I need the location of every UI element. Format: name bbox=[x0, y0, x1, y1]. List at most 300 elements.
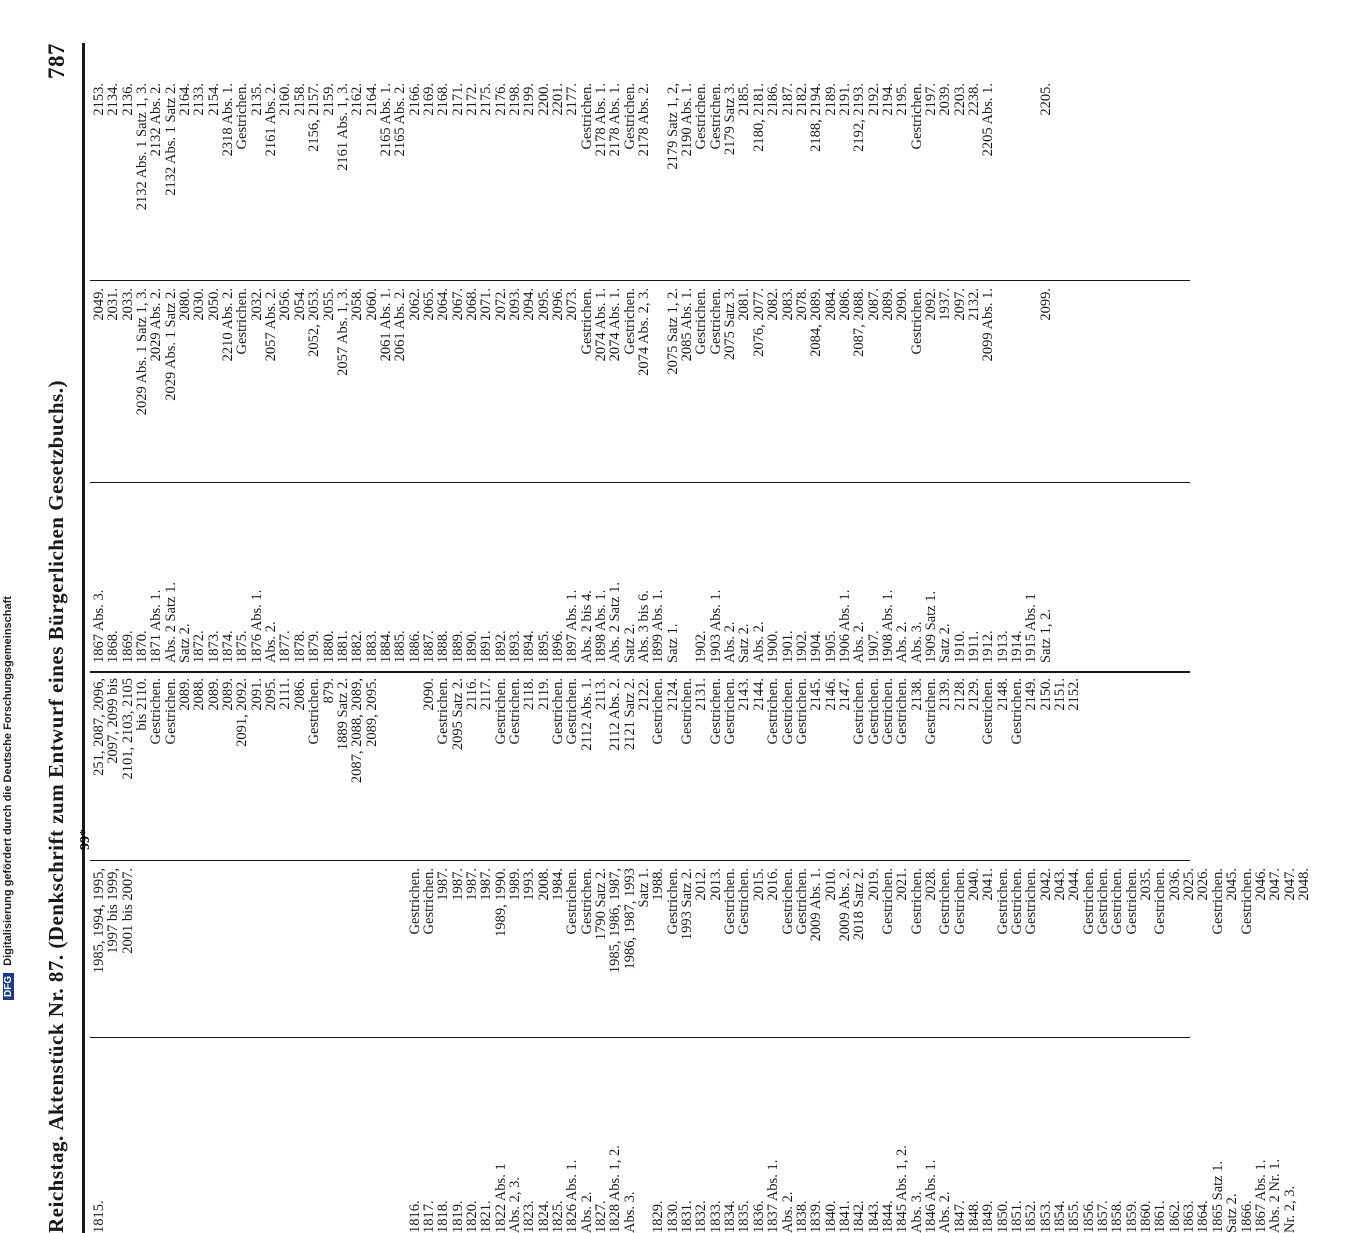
table-cell: 1911. bbox=[965, 630, 982, 663]
table-cell: 1887. bbox=[420, 630, 437, 663]
table-cell: bis 2110. bbox=[134, 678, 151, 731]
table-cell bbox=[121, 1043, 135, 1233]
table-cell bbox=[1010, 83, 1024, 273]
table-cell: 2087, 2088, 2089, bbox=[349, 678, 366, 784]
table-cell: 2171. bbox=[449, 83, 466, 116]
table-cell bbox=[680, 488, 694, 663]
table-cell: Abs. 3. bbox=[908, 621, 925, 663]
table-cell: 2112 Abs. 1. bbox=[578, 678, 595, 751]
table-cell: 1863. bbox=[1181, 1200, 1198, 1233]
table-cell: 1997 bis 1999, bbox=[105, 868, 122, 954]
table-cell: 2028. bbox=[922, 868, 939, 901]
table-cell: 2176. bbox=[492, 83, 509, 116]
table-cell: 2097, 2099 bis bbox=[105, 678, 122, 764]
table-cell: 2169. bbox=[420, 83, 437, 116]
table-cell: 1867 Abs. 3. bbox=[91, 589, 107, 663]
table-cell: Abs. 2, 3. bbox=[506, 1177, 523, 1233]
table-cell: 2124. bbox=[664, 678, 681, 711]
table-cell: 1891. bbox=[478, 630, 495, 663]
table-cell bbox=[135, 868, 149, 1033]
table-cell: 2074 Abs. 1. bbox=[607, 288, 624, 362]
table-cell: 2116. bbox=[463, 678, 480, 711]
table-cell: Gestrichen. bbox=[306, 678, 323, 745]
table-cell: 2025. bbox=[1181, 868, 1198, 901]
table-cell: 2161 Abs. 1, 3. bbox=[334, 83, 351, 171]
table-cell: 2145. bbox=[808, 678, 825, 711]
table-cell bbox=[1024, 83, 1038, 273]
table-cell: 2030. bbox=[191, 288, 208, 321]
table-cell: Gestrichen. bbox=[779, 868, 796, 935]
table-cell: 2091, 2092. bbox=[234, 678, 251, 747]
table-cell: 2138. bbox=[908, 678, 925, 711]
table-cell: 2067. bbox=[449, 288, 466, 321]
table-cell bbox=[365, 1043, 379, 1233]
table-cell bbox=[192, 868, 206, 1033]
table-cell: 2019. bbox=[865, 868, 882, 901]
table-cell: 2096. bbox=[550, 288, 566, 321]
table-cell: 2054. bbox=[291, 288, 308, 321]
table-cell: 1866. bbox=[1238, 1200, 1255, 1233]
table-cell: 1835. bbox=[736, 1200, 753, 1233]
table-cell: 1987. bbox=[449, 868, 466, 901]
column-6 bbox=[92, 83, 1187, 273]
table-cell: Abs. 2. bbox=[578, 1191, 595, 1233]
table-cell: Gestrichen. bbox=[1123, 868, 1140, 935]
table-cell: 2084, 2089. bbox=[808, 288, 825, 357]
table-cell: Gestrichen. bbox=[550, 678, 566, 745]
table-cell: 2198. bbox=[506, 83, 523, 116]
table-cell bbox=[651, 83, 665, 273]
table-cell: Satz 2. bbox=[621, 623, 638, 663]
table-cell: Gestrichen. bbox=[578, 288, 595, 355]
table-cell: 2078. bbox=[793, 288, 810, 321]
table-cell: 2065. bbox=[420, 288, 437, 321]
table-cell: 2118. bbox=[521, 678, 538, 711]
table-cell: Gestrichen. bbox=[162, 678, 179, 745]
table-cell: 1873. bbox=[205, 630, 222, 663]
table-cell: 2160. bbox=[277, 83, 294, 116]
page-number: 787 bbox=[44, 43, 69, 79]
table-cell: Abs. 2 Nr. 1. bbox=[1267, 1158, 1284, 1233]
table-cell: 1823. bbox=[521, 1200, 538, 1233]
table-cell: 2048. bbox=[1295, 868, 1312, 901]
table-cell: 1914. bbox=[1009, 630, 1025, 663]
table-cell: 2192, 2193. bbox=[851, 83, 868, 152]
table-cell: 2192. bbox=[865, 83, 882, 116]
table-cell: 2179 Satz 1, 2, bbox=[664, 83, 681, 170]
table-cell bbox=[1010, 288, 1024, 478]
table-cell bbox=[221, 1043, 235, 1233]
table-cell: 1861. bbox=[1152, 1200, 1169, 1233]
table-cell: 1845 Abs. 1, 2. bbox=[894, 1145, 911, 1233]
table-cell bbox=[393, 678, 407, 853]
table-cell: 2035. bbox=[1138, 868, 1155, 901]
table-cell: 2061 Abs. 1. bbox=[377, 288, 394, 362]
table-cell bbox=[379, 868, 393, 1033]
table-cell: 1853. bbox=[1037, 1200, 1054, 1233]
table-cell bbox=[235, 1043, 249, 1233]
table-cell: 1832. bbox=[693, 1200, 710, 1233]
table-cell bbox=[336, 1043, 350, 1233]
table-cell: 1867 Abs. 1. bbox=[1252, 1159, 1269, 1233]
table-cell: 2175. bbox=[478, 83, 495, 116]
table-cell: 1836. bbox=[750, 1200, 767, 1233]
table-cell: Gestrichen. bbox=[492, 678, 509, 745]
table-cell: 1847. bbox=[951, 1200, 968, 1233]
table-cell: 2021. bbox=[894, 868, 911, 901]
table-cell: Gestrichen. bbox=[1152, 868, 1169, 935]
table-cell: 2132 Abs. 2. bbox=[148, 83, 165, 157]
table-cell: 1993. bbox=[521, 868, 538, 901]
table-cell: 2185. bbox=[736, 83, 753, 116]
table-cell: Abs. 3. bbox=[621, 1191, 638, 1233]
table-cell: 2149. bbox=[1023, 678, 1040, 711]
table-cell: Gestrichen. bbox=[793, 678, 810, 745]
table-cell: 2165 Abs. 2. bbox=[392, 83, 409, 157]
column-4 bbox=[92, 488, 1187, 663]
table-cell: 2044. bbox=[1066, 868, 1083, 901]
table-cell: 1888. bbox=[435, 630, 452, 663]
table-cell: 2119. bbox=[535, 678, 552, 711]
table-cell: 1894. bbox=[521, 630, 538, 663]
table-cell: 2178 Abs. 1. bbox=[607, 83, 624, 157]
table-cell: Gestrichen. bbox=[148, 678, 165, 745]
table-cell: 1831. bbox=[679, 1200, 696, 1233]
table-cell: 1821. bbox=[478, 1200, 495, 1233]
table-cell: 2090. bbox=[420, 678, 437, 711]
table-cell: 2099. bbox=[1037, 288, 1054, 321]
table-cell: 1870. bbox=[134, 630, 151, 663]
dfg-logo: DFG bbox=[3, 973, 14, 1000]
table-cell: Satz 2. bbox=[177, 623, 194, 663]
table-cell bbox=[264, 868, 278, 1033]
table-cell: 1842. bbox=[851, 1200, 868, 1233]
table-cell: Gestrichen. bbox=[865, 678, 882, 745]
table-cell bbox=[365, 868, 379, 1033]
table-cell: 1827. bbox=[593, 1200, 610, 1233]
table-cell: 2042. bbox=[1037, 868, 1054, 901]
table-cell: 1905. bbox=[822, 630, 839, 663]
table-cell: 1912. bbox=[980, 630, 997, 663]
table-cell: 1984. bbox=[550, 868, 566, 901]
table-cell bbox=[207, 1043, 221, 1233]
table-cell: 2133. bbox=[191, 83, 208, 116]
table-cell: 1879. bbox=[306, 630, 323, 663]
header-rule bbox=[82, 43, 85, 1233]
table-cell: Abs. 2. bbox=[722, 621, 739, 663]
table-cell: 2168. bbox=[435, 83, 452, 116]
table-cell: 2151. bbox=[1052, 678, 1069, 711]
table-cell: 2178 Abs. 2. bbox=[636, 83, 653, 157]
header-title: Reichstag. Aktenstück Nr. 87. (Denkschrift zum Entwurf eines Bürgerlichen Gesetzbuchs.) bbox=[44, 380, 68, 1233]
table-cell bbox=[164, 1043, 178, 1233]
table-cell bbox=[264, 1043, 278, 1233]
table-cell: 1880. bbox=[320, 630, 337, 663]
table-cell: 1818. bbox=[435, 1200, 452, 1233]
table-cell: 2089. bbox=[220, 678, 237, 711]
table-cell: 2057 Abs. 2. bbox=[263, 288, 280, 362]
table-cell bbox=[996, 83, 1010, 273]
table-cell: 2165 Abs. 1. bbox=[377, 83, 394, 157]
table-cell bbox=[393, 1043, 407, 1233]
table-cell: 1826 Abs. 1. bbox=[564, 1159, 581, 1233]
table-cell: Gestrichen. bbox=[1238, 868, 1255, 935]
table-cell: 2179 Satz 3. bbox=[722, 83, 739, 156]
table-cell: 1846 Abs. 1. bbox=[922, 1159, 939, 1233]
table-cell: Gestrichen. bbox=[621, 288, 638, 355]
table-cell: 1892. bbox=[492, 630, 509, 663]
table-cell: 1885. bbox=[392, 630, 409, 663]
table-cell bbox=[106, 1043, 120, 1233]
table-cell: Nr. 2, 3. bbox=[1281, 1185, 1298, 1233]
table-cell: Gestrichen. bbox=[765, 678, 782, 745]
table-cell: 2026. bbox=[1195, 868, 1212, 901]
table-cell: 2073. bbox=[564, 288, 581, 321]
table-cell: 1893. bbox=[506, 630, 523, 663]
page-header bbox=[40, 43, 74, 1233]
table-cell: 1869. bbox=[119, 630, 136, 663]
table-cell: 2090. bbox=[894, 288, 911, 321]
table-cell: Gestrichen. bbox=[779, 678, 796, 745]
rotated-page-content bbox=[40, 43, 1312, 1233]
table-cell: 2071. bbox=[478, 288, 495, 321]
table-cell: 2015. bbox=[750, 868, 767, 901]
table-cell: Gestrichen. bbox=[621, 83, 638, 150]
table-cell: Gestrichen. bbox=[1009, 868, 1025, 935]
table-cell: 2095 Satz 2. bbox=[449, 678, 466, 751]
table-cell: Gestrichen. bbox=[234, 288, 251, 355]
table-cell: 1987. bbox=[463, 868, 480, 901]
table-cell: 2089. bbox=[205, 678, 222, 711]
table-cell bbox=[322, 1043, 336, 1233]
table-cell: Gestrichen. bbox=[564, 678, 581, 745]
table-cell: 2159. bbox=[320, 83, 337, 116]
table-cell: 1857. bbox=[1095, 1200, 1112, 1233]
table-cell: Gestrichen. bbox=[908, 83, 925, 150]
table-cell: Abs. 3. bbox=[908, 1191, 925, 1233]
table-cell: 2189. bbox=[822, 83, 839, 116]
table-cell: 1915 Abs. 1 bbox=[1023, 593, 1040, 663]
table-cell: 2055. bbox=[320, 288, 337, 321]
column-divider bbox=[90, 1037, 1190, 1038]
table-cell: 1890. bbox=[463, 630, 480, 663]
table-cell: 2122. bbox=[636, 678, 653, 711]
table-cell: 2180, 2181. bbox=[750, 83, 767, 152]
table-cell: 1986, 1987, 1993 bbox=[621, 868, 638, 970]
table-cell: 2172. bbox=[463, 83, 480, 116]
table-cell: 2135. bbox=[248, 83, 265, 116]
table-cell bbox=[379, 1043, 393, 1233]
table-cell: 1850. bbox=[994, 1200, 1011, 1233]
table-cell bbox=[350, 1043, 364, 1233]
table-cell: 2060. bbox=[363, 288, 380, 321]
table-cell: 2095. bbox=[535, 288, 552, 321]
table-cell: 2016. bbox=[765, 868, 782, 901]
table-cell bbox=[393, 868, 407, 1033]
table-cell: Abs. 2. bbox=[750, 621, 767, 663]
table-cell: 2117. bbox=[478, 678, 495, 711]
table-cell: 2148. bbox=[994, 678, 1011, 711]
column-divider bbox=[90, 482, 1190, 483]
table-cell: 2154. bbox=[205, 83, 222, 116]
table-cell: 1985, 1986, 1987, bbox=[607, 868, 624, 974]
table-cell: 2164. bbox=[363, 83, 380, 116]
table-cell bbox=[235, 868, 249, 1033]
table-cell: Gestrichen. bbox=[707, 83, 724, 150]
table-cell: 2161 Abs. 2. bbox=[263, 83, 280, 157]
table-cell: 1872. bbox=[191, 630, 208, 663]
table-cell: 1871 Abs. 1. bbox=[148, 589, 165, 663]
table-cell: 2010. bbox=[822, 868, 839, 901]
table-cell: 2049. bbox=[91, 288, 107, 321]
table-cell: 2089. bbox=[879, 288, 896, 321]
table-cell: 1909 Satz 1. bbox=[922, 590, 939, 663]
table-cell: 1825. bbox=[550, 1200, 566, 1233]
table-cell: 2200. bbox=[535, 83, 552, 116]
table-cell: Gestrichen. bbox=[980, 678, 997, 745]
table-cell: 2032. bbox=[248, 288, 265, 321]
table-cell: 2075 Satz 1, 2. bbox=[664, 288, 681, 375]
table-cell: 2087, 2088. bbox=[851, 288, 868, 357]
table-cell: Gestrichen. bbox=[693, 83, 710, 150]
table-cell: 2112 Abs. 2. bbox=[607, 678, 624, 751]
table-cell: 2043. bbox=[1052, 868, 1069, 901]
column-divider bbox=[90, 671, 1190, 673]
table-cell: 1902. bbox=[793, 630, 810, 663]
table-cell: Gestrichen. bbox=[937, 868, 954, 935]
table-cell bbox=[278, 868, 292, 1033]
table-cell bbox=[250, 868, 264, 1033]
table-cell: 2086. bbox=[291, 678, 308, 711]
table-cell: 1856. bbox=[1080, 1200, 1097, 1233]
table-cell: 1878. bbox=[291, 630, 308, 663]
table-cell bbox=[637, 1043, 651, 1233]
table-cell: 2089. bbox=[177, 678, 194, 711]
table-cell: 2047. bbox=[1281, 868, 1298, 901]
table-cell: 1899 Abs. 1. bbox=[650, 589, 667, 663]
table-cell: 1989, 1990. bbox=[492, 868, 509, 937]
table-cell: Gestrichen. bbox=[894, 678, 911, 745]
table-cell: 2132. bbox=[965, 288, 982, 321]
table-cell: 1841. bbox=[836, 1200, 853, 1233]
table-cell: 1875. bbox=[234, 630, 251, 663]
table-cell: 2150. bbox=[1037, 678, 1054, 711]
table-cell: Gestrichen. bbox=[506, 678, 523, 745]
table-cell: 1908 Abs. 1. bbox=[879, 589, 896, 663]
table-cell: 2092. bbox=[922, 288, 939, 321]
table-cell: 1881. bbox=[334, 630, 351, 663]
table-cell: 2095. bbox=[263, 678, 280, 711]
table-cell: 2056. bbox=[277, 288, 294, 321]
table-cell: 1829. bbox=[650, 1200, 667, 1233]
table-cell: 2199. bbox=[521, 83, 538, 116]
table-cell: 1987. bbox=[435, 868, 452, 901]
table-cell: 2318 Abs. 1. bbox=[220, 83, 237, 157]
table-cell: 1819. bbox=[449, 1200, 466, 1233]
table-cell: 2139. bbox=[937, 678, 954, 711]
table-cell: 2029 Abs. 1 Satz 1, 3. bbox=[134, 288, 151, 416]
table-cell: 2052, 2053. bbox=[306, 288, 323, 357]
table-cell: 1907. bbox=[865, 630, 882, 663]
column-divider bbox=[90, 280, 1190, 281]
table-cell: 1868. bbox=[105, 630, 122, 663]
table-cell: 1987. bbox=[478, 868, 495, 901]
table-cell: 1985, 1994, 1995, bbox=[91, 868, 107, 974]
table-cell: 2036. bbox=[1166, 868, 1183, 901]
table-cell: 2076, 2077. bbox=[750, 288, 767, 357]
table-cell: 2089, 2095. bbox=[363, 678, 380, 747]
column-3 bbox=[92, 678, 1187, 853]
table-cell: 2040. bbox=[965, 868, 982, 901]
table-cell: Abs. 2. bbox=[937, 1191, 954, 1233]
table-cell: Satz 1. bbox=[664, 623, 681, 663]
table-cell: 1858. bbox=[1109, 1200, 1126, 1233]
table-cell: 2093. bbox=[506, 288, 523, 321]
table-cell: 2057 Abs. 1, 3. bbox=[334, 288, 351, 376]
table-cell: 2074 Abs. 2, 3. bbox=[636, 288, 653, 376]
table-cell: Gestrichen. bbox=[908, 288, 925, 355]
table-cell: 2203. bbox=[951, 83, 968, 116]
table-cell: 1895. bbox=[535, 630, 552, 663]
table-cell: 2177. bbox=[564, 83, 581, 116]
table-cell: 1988. bbox=[650, 868, 667, 901]
table-cell bbox=[307, 868, 321, 1033]
table-cell: 1839. bbox=[808, 1200, 825, 1233]
table-cell: Gestrichen. bbox=[879, 868, 896, 935]
table-cell: 1854. bbox=[1052, 1200, 1069, 1233]
table-cell: 2083. bbox=[779, 288, 796, 321]
table-cell: 2091. bbox=[248, 678, 265, 711]
table-cell: 2094. bbox=[521, 288, 538, 321]
table-cell: 1852. bbox=[1023, 1200, 1040, 1233]
table-cell: 1898 Abs. 1. bbox=[593, 589, 610, 663]
table-cell: 2050. bbox=[205, 288, 222, 321]
table-cell: 2029 Abs. 1 Satz 2. bbox=[162, 288, 179, 401]
table-cell: Abs. 2. bbox=[263, 621, 280, 663]
table-cell: 2061 Abs. 2. bbox=[392, 288, 409, 362]
table-cell: 1849. bbox=[980, 1200, 997, 1233]
table-cell: 1993 Satz 2. bbox=[679, 868, 696, 941]
table-cell bbox=[149, 1043, 163, 1233]
table-cell: 1830. bbox=[664, 1200, 681, 1233]
table-cell bbox=[408, 678, 422, 853]
table-cell: 2068. bbox=[463, 288, 480, 321]
table-cell bbox=[322, 868, 336, 1033]
table-cell: 2031. bbox=[105, 288, 122, 321]
table-cell: 1910. bbox=[951, 630, 968, 663]
table-cell bbox=[192, 1043, 206, 1233]
table-cell: 2129. bbox=[965, 678, 982, 711]
table-cell: 2147. bbox=[836, 678, 853, 711]
table-cell: 1859. bbox=[1123, 1200, 1140, 1233]
page-footer-mark: 99* bbox=[78, 829, 93, 850]
table-cell bbox=[250, 1043, 264, 1233]
table-cell bbox=[336, 868, 350, 1033]
table-cell: 1862. bbox=[1166, 1200, 1183, 1233]
table-cell: Gestrichen. bbox=[851, 678, 868, 745]
table-cell: 1790 Satz 2. bbox=[593, 868, 610, 941]
table-cell: 2153. bbox=[91, 83, 107, 116]
table-cell: Satz 1. bbox=[636, 868, 653, 908]
table-cell: Gestrichen. bbox=[908, 868, 925, 935]
table-cell bbox=[135, 1043, 149, 1233]
table-cell: Gestrichen. bbox=[578, 868, 595, 935]
table-cell: 1833. bbox=[707, 1200, 724, 1233]
table-cell: 1903 Abs. 1. bbox=[707, 589, 724, 663]
table-cell bbox=[178, 1043, 192, 1233]
table-cell: Satz 2. bbox=[937, 623, 954, 663]
table-cell: 2195. bbox=[894, 83, 911, 116]
